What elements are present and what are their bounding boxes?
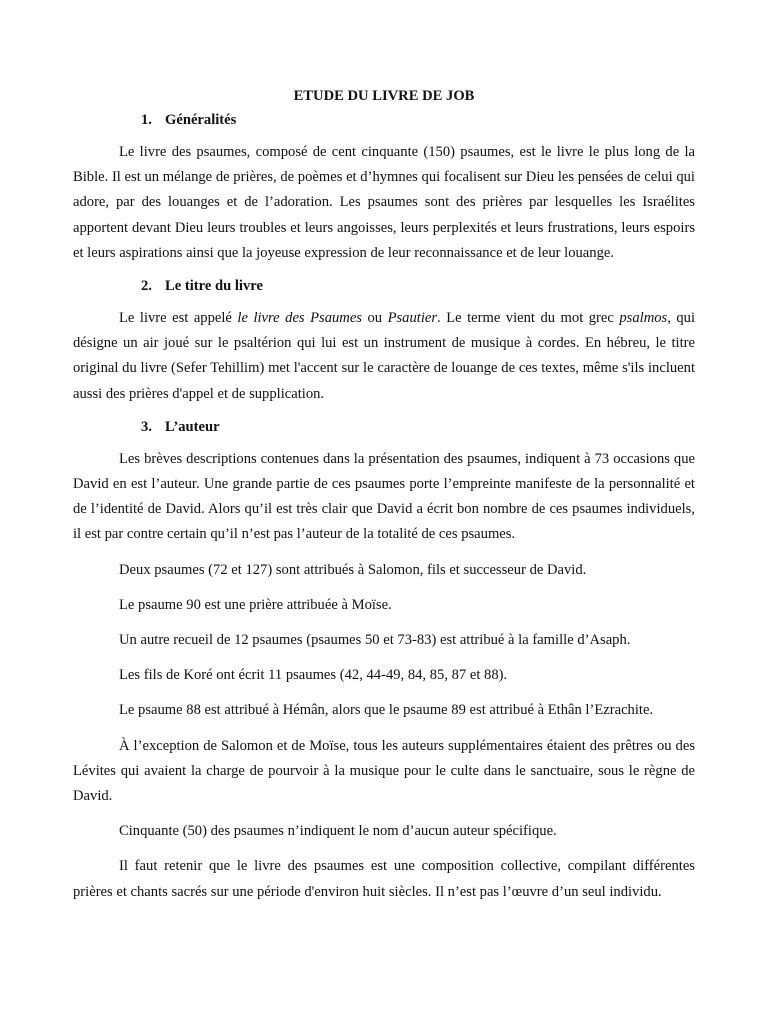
paragraph <box>73 306 695 407</box>
section-heading-titre <box>73 276 695 296</box>
paragraph: Un autre recueil de 12 psaumes (psaumes 50 et 73-83) est attribué à la famille d’Asaph. <box>119 632 631 649</box>
text-run: , qui désigne un air joué sur le psaltérion qui lui est un instrument de musique à cordes. En hébreu, le titre original du livre (Sefer Tehillim) met l'accent sur le caractère de louange de ces textes, même s'ils incluent aussi des prières d'appel et de supplication. <box>73 310 696 402</box>
text-run: . Le terme vient du mot grec <box>437 310 620 327</box>
text-run: Le livre est appelé <box>119 310 238 327</box>
paragraph: Le psaume 88 est attribué à Hémân, alors que le psaume 89 est attribué à Ethân l’Ezrachite. <box>119 702 654 719</box>
paragraph: À l’exception de Salomon et de Moïse, tous les auteurs supplémentaires étaient des prêtres ou des Lévites qui avaient la charge de pourvoir à la musique pour le culte dans le sanctuaire, sous le règne de David. <box>73 737 695 805</box>
section-heading-auteur <box>73 417 695 437</box>
paragraph: Il faut retenir que le livre des psaumes est une composition collective, compilant différentes prières et chants sacrés sur une période d'environ huit siècles. Il n’est pas l’œuvre d’un seul individu. <box>73 858 695 900</box>
section-heading-text: Généralités <box>165 112 237 128</box>
section-heading-generalites <box>73 110 695 130</box>
section-heading-text: L’auteur <box>165 418 220 435</box>
text-run: ou <box>361 310 388 327</box>
italic-text: le livre des Psaumes <box>237 310 362 327</box>
document-page <box>73 86 695 915</box>
paragraph: Le psaume 90 est une prière attribuée à Moïse. <box>119 596 392 613</box>
section-number: 2. <box>141 278 152 295</box>
paragraph: Le livre des psaumes, composé de cent cinquante (150) psaumes, est le livre le plus long de la Bible. Il est un mélange de prières, de poèmes et d’hymnes qui focalisent sur Dieu les pensées de celui qui adore, par des louanges et de l’adoration. Les psaumes sont des prières par lesquelles les Israélites apportent devant Dieu leurs troubles et leurs angoisses, leurs perplexités et leurs frustrations, leurs espoirs et leurs aspirations ainsi que la joyeuse expression de leur reconnaissance et de leur louange. <box>73 144 695 261</box>
paragraph: Les brèves descriptions contenues dans la présentation des psaumes, indiquent à 73 occasions que David en est l’auteur. Une grande partie de ces psaumes porte l’empreinte manifeste de la personnalité et de l’identité de David. Alors qu’il est très clair que David a écrit bon nombre de ces psaumes individuels, il est par contre certain qu’il n’est pas l’auteur de la totalité de ces psaumes. <box>73 450 695 543</box>
paragraph: Cinquante (50) des psaumes n’indiquent le nom d’aucun auteur spécifique. <box>119 823 557 840</box>
section-number: 3. <box>141 418 152 435</box>
italic-text: psalmos <box>619 310 668 327</box>
document-title: ETUDE DU LIVRE DE JOB <box>293 88 475 104</box>
paragraph: Deux psaumes (72 et 127) sont attribués à Salomon, fils et successeur de David. <box>119 561 587 578</box>
section-heading-text: Le titre du livre <box>165 278 263 295</box>
paragraph: Les fils de Koré ont écrit 11 psaumes (42, 44-49, 84, 85, 87 et 88). <box>119 667 508 684</box>
italic-text: Psautier <box>387 310 438 327</box>
section-number: 1. <box>141 112 152 128</box>
